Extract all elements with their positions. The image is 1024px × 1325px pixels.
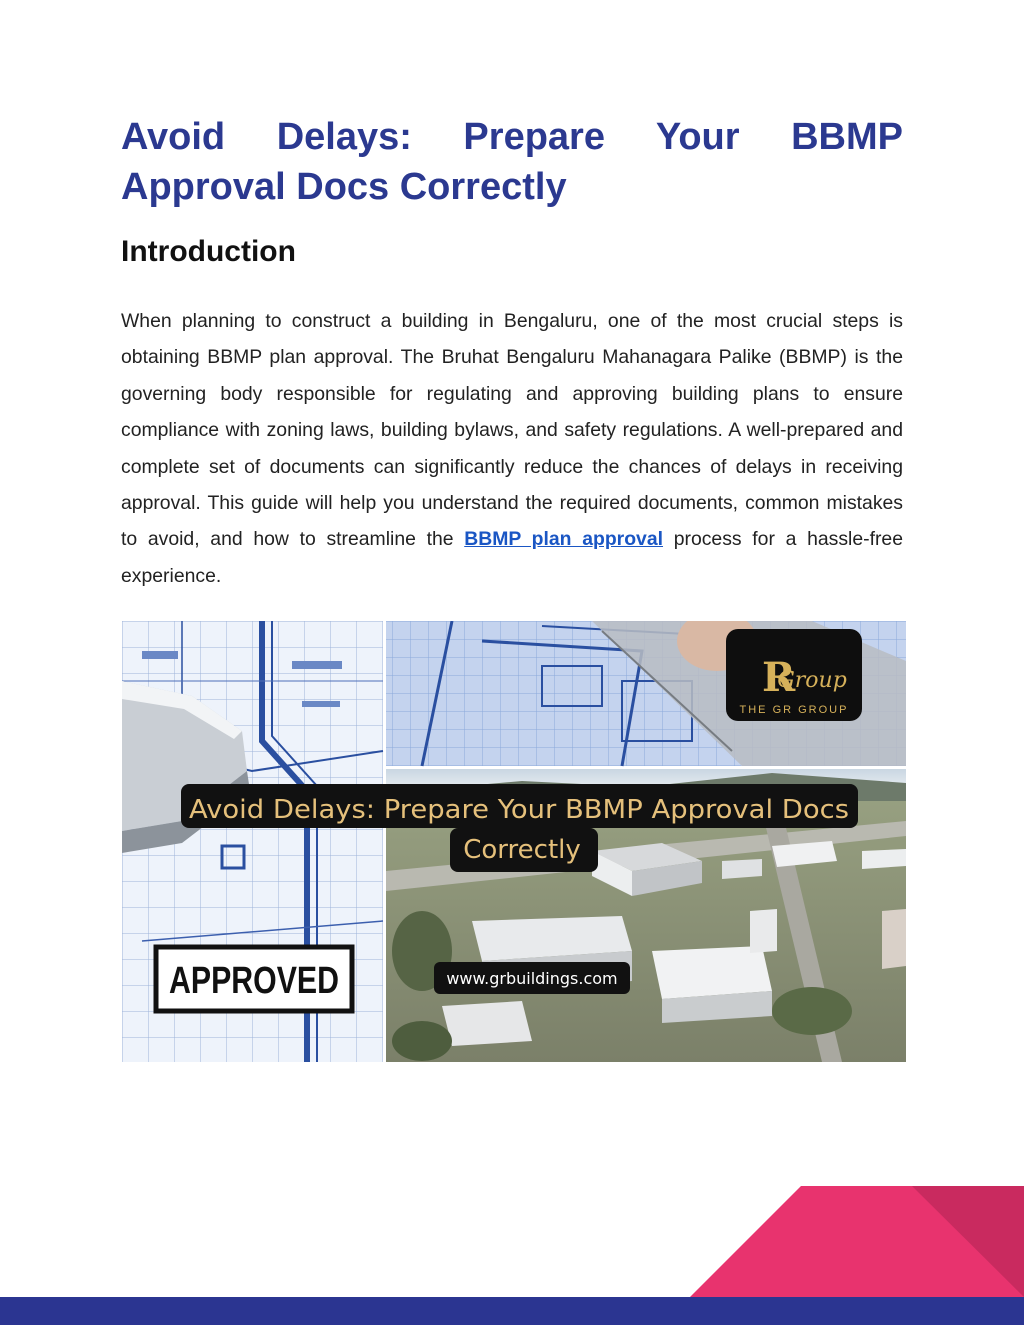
approved-stamp-text: APPROVED (169, 960, 339, 1002)
footer-stripe (0, 1297, 1024, 1325)
intro-text-after-link: process for a hassle-free experience. (121, 528, 903, 587)
page-title-line-2: Approval Docs Correctly (121, 166, 567, 208)
corner-decoration (690, 1186, 1024, 1297)
intro-paragraph (121, 303, 903, 594)
gr-logo-script: Group (777, 668, 847, 693)
section-heading-introduction: Introduction (121, 235, 296, 268)
intro-text-before-link: When planning to construct a building in Bengaluru, one of the most crucial steps is obtaining BBMP plan approval. The Bruhat Bengaluru Mahanagara Palike (BBMP) is the governing body responsible for regulating and approving building plans to ensure compliance with zoning laws, building bylaws, and safety regulations. A well-prepared and complete set of documents can significantly reduce the chances of delays in receiving approval. This guide will help you understand the required documents, common mistakes to avoid, and how to streamline the (121, 310, 903, 551)
hero-image (122, 621, 906, 1062)
banner-title-line-2: Correctly (463, 835, 581, 865)
blueprint-panel (122, 621, 383, 1062)
banner-title-line-1: Avoid Delays: Prepare Your BBMP Approval Docs (189, 795, 849, 825)
bbmp-plan-approval-link[interactable]: BBMP plan approval (464, 528, 664, 551)
page-title-line-1: Avoid Delays: Prepare Your BBMP (121, 116, 903, 158)
page-title (121, 112, 903, 212)
gr-logo-caption: THE GR GROUP (739, 704, 849, 716)
blueprint-photo (386, 621, 906, 766)
svg-text:R: R (762, 654, 796, 701)
website-url: www.grbuildings.com (446, 969, 618, 988)
